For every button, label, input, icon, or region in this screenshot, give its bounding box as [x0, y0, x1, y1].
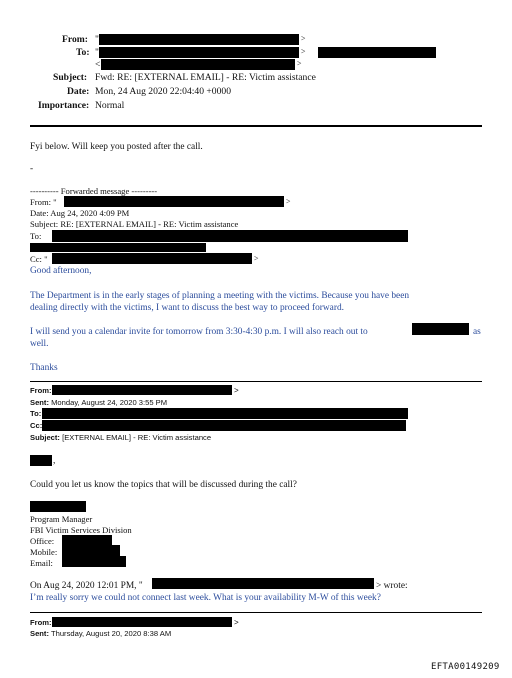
redaction-box: [318, 47, 436, 58]
redaction-box: [30, 243, 206, 252]
angle-bracket: >: [286, 197, 291, 206]
redaction-box: [30, 501, 86, 512]
redaction-box: [42, 420, 406, 431]
from-label: From:: [62, 34, 88, 45]
sig-title: Program Manager: [30, 514, 93, 524]
sig-email: Email:: [30, 558, 53, 568]
msg2-subject-value: [EXTERNAL EMAIL] - RE: Victim assistance: [62, 433, 212, 442]
quoted-text: I’m really sorry we could not connect last week. What is your availability M-W of this week?: [30, 593, 381, 603]
fwd-to: To:: [30, 231, 42, 241]
paragraph1-line2: dealing directly with the victims, I want to discuss the best way to proceed forward.: [30, 303, 344, 313]
redaction-box: [52, 385, 232, 395]
msg2-from-label: From:: [30, 386, 52, 395]
msg2-sent: Sent: Monday, August 24, 2020 3:55 PM: [30, 398, 168, 407]
importance-value: Normal: [95, 100, 125, 111]
angle-bracket: >: [254, 254, 259, 263]
paragraph2-line1: I will send you a calendar invite for tomorrow from 3:30-4:30 p.m. I will also reach out to: [30, 327, 368, 337]
thanks: Thanks: [30, 363, 58, 373]
redaction-box: [62, 556, 126, 567]
redaction-box: [52, 617, 232, 627]
paragraph2-line2: well.: [30, 339, 49, 349]
question: Could you let us know the topics that will be discussed during the call?: [30, 480, 297, 490]
msg3-from-label: From:: [30, 618, 52, 627]
redaction-box: [62, 545, 120, 556]
subject-label: Subject:: [53, 72, 88, 83]
redaction-box: [52, 230, 408, 242]
redaction-box: [42, 408, 408, 419]
redaction-box: [152, 578, 374, 589]
greeting: Good afternoon,: [30, 266, 92, 276]
forwarded-title: ---------- Forwarded message ---------: [30, 186, 158, 196]
fwd-from: From: ": [30, 197, 57, 207]
to-value: ": [95, 47, 99, 58]
redaction-box: [99, 34, 299, 45]
msg2-subject: Subject: [EXTERNAL EMAIL] - RE: Victim assistance: [30, 433, 212, 442]
quote-intro: On Aug 24, 2020 12:01 PM, ": [30, 581, 143, 591]
sig-mobile: Mobile:: [30, 547, 58, 557]
message-divider: [30, 381, 482, 382]
angle-bracket: >: [234, 386, 239, 395]
date-label: Date:: [67, 86, 90, 97]
to-continuation: <: [95, 59, 101, 70]
dash: -: [30, 164, 34, 174]
redaction-box: [412, 323, 469, 335]
paragraph2-as: as: [473, 327, 481, 337]
redaction-box: [101, 59, 295, 70]
msg3-sent-value: Thursday, August 20, 2020 8:38 AM: [50, 629, 172, 638]
from-value: ": [95, 34, 99, 45]
redaction-box: [99, 47, 299, 58]
fwd-cc: Cc: ": [30, 254, 48, 264]
importance-label: Importance:: [38, 100, 90, 111]
msg2-to-label: To:: [30, 409, 42, 418]
subject-value: Fwd: RE: [EXTERNAL EMAIL] - RE: Victim assistance: [95, 72, 316, 83]
msg2-cc-label: Cc:: [30, 421, 43, 430]
fwd-date: Date: Aug 24, 2020 4:09 PM: [30, 208, 130, 218]
redaction-box: [52, 253, 252, 264]
angle-bracket: >: [234, 618, 239, 627]
msg2-sent-value: Monday, August 24, 2020 3:55 PM: [51, 398, 168, 407]
angle-bracket: >: [301, 34, 306, 43]
redaction-box: [62, 535, 112, 545]
header-divider: [30, 125, 482, 127]
fwd-subject: Subject: RE: [EXTERNAL EMAIL] - RE: Victim assistance: [30, 219, 239, 229]
comma: ,: [53, 456, 56, 466]
sig-division: FBI Victim Services Division: [30, 525, 132, 535]
sig-office: Office:: [30, 536, 55, 546]
angle-bracket: >: [297, 59, 302, 68]
intro-text: Fyi below. Will keep you posted after the call.: [30, 142, 203, 152]
paragraph1-line1: The Department is in the early stages of planning a meeting with the victims. Because you have been: [30, 291, 410, 301]
to-label: To:: [76, 47, 90, 58]
wrote: > wrote:: [376, 581, 408, 591]
angle-bracket: >: [301, 47, 306, 56]
redaction-box: [64, 196, 284, 207]
msg3-sent: Sent: Thursday, August 20, 2020 8:38 AM: [30, 629, 172, 638]
message-divider: [30, 612, 482, 613]
redaction-box: [30, 455, 52, 466]
document-id: EFTA00149209: [431, 662, 500, 672]
date-value: Mon, 24 Aug 2020 22:04:40 +0000: [95, 86, 231, 97]
